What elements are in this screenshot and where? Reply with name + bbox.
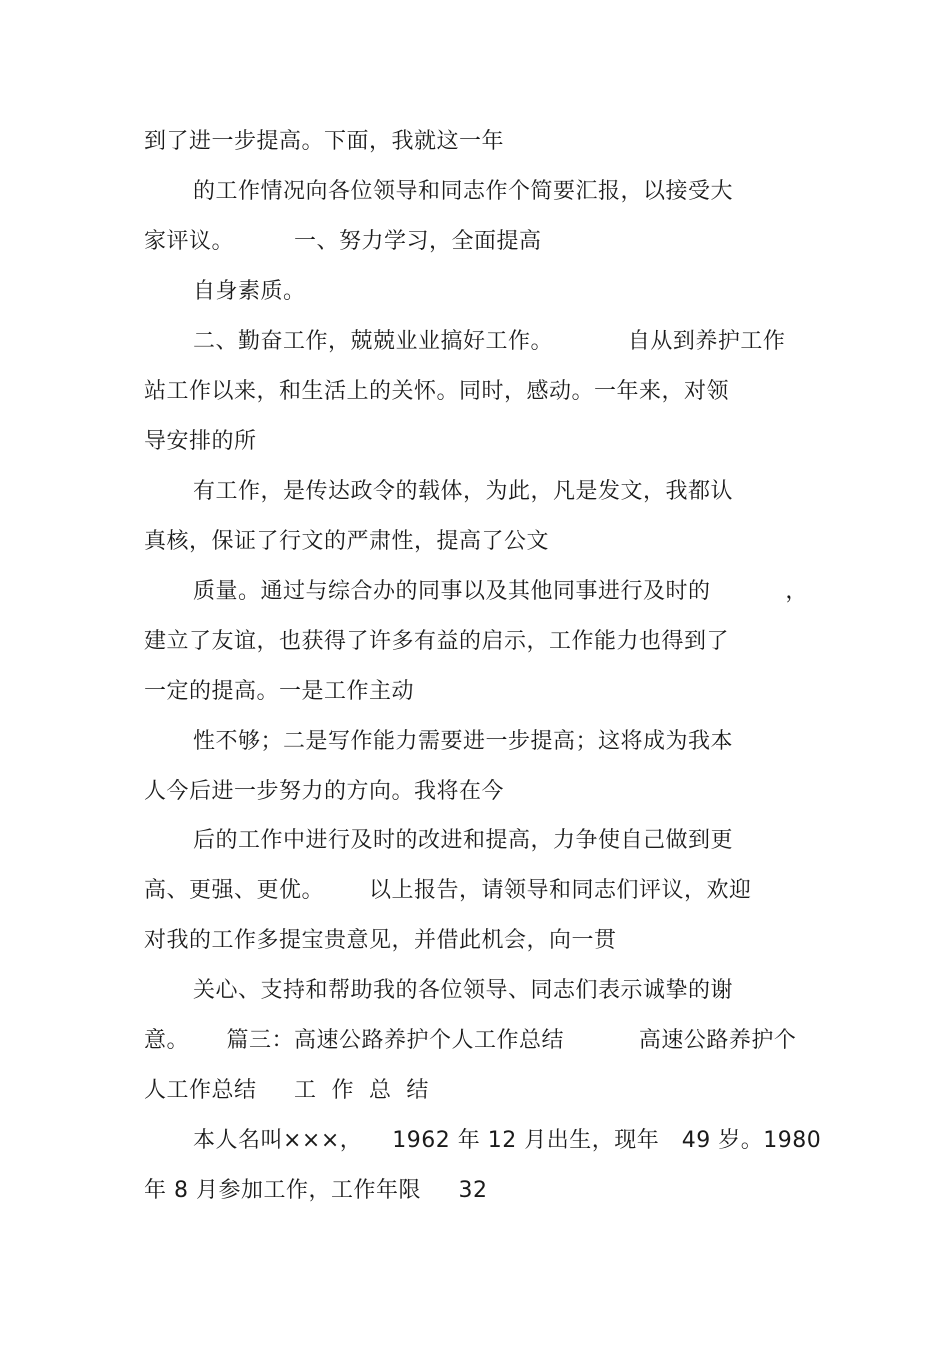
text-line: 后的工作中进行及时的改进和提高，力争使自己做到更	[193, 828, 734, 853]
text-line: 性不够；二是写作能力需要进一步提高；这将成为我本	[193, 729, 734, 754]
text-line: 有工作，是传达政令的载体，为此，凡是发文，我都认	[193, 479, 734, 504]
text-line: 高、更强、更优。 以上报告，请领导和同志们评议，欢迎	[144, 878, 752, 903]
text-line: 导安排的所	[144, 429, 257, 454]
text-line: 一定的提高。一是工作主动	[144, 679, 415, 704]
text-line: 到了进一步提高。下面，我就这一年	[144, 129, 505, 154]
text-line: 对我的工作多提宝贵意见，并借此机会，向一贯	[144, 928, 617, 953]
text-line: 意。 篇三：高速公路养护个人工作总结 高速公路养护个	[144, 1028, 797, 1053]
text-line: 本人名叫×××， 1962 年 12 月出生，现年 49 岁。1980	[193, 1128, 822, 1153]
text-line: 的工作情况向各位领导和同志作个简要汇报，以接受大	[193, 179, 734, 204]
text-line: 质量。通过与综合办的同事以及其他同事进行及时的 ，	[193, 579, 808, 604]
text-line: 自身素质。	[193, 279, 306, 304]
text-line: 家评议。 一、努力学习，全面提高	[144, 229, 542, 254]
text-line: 人工作总结 工 作 总 结	[144, 1078, 429, 1103]
text-line: 人今后进一步努力的方向。我将在今	[144, 779, 505, 804]
text-line: 站工作以来，和生活上的关怀。同时，感动。一年来，对领	[144, 379, 730, 404]
text-line: 建立了友谊，也获得了许多有益的启示，工作能力也得到了	[144, 629, 730, 654]
text-line: 真核，保证了行文的严肃性，提高了公文	[144, 529, 550, 554]
text-line: 二、勤奋工作，兢兢业业搞好工作。 自从到养护工作	[193, 329, 786, 354]
text-line: 年 8 月参加工作，工作年限 32	[144, 1178, 488, 1203]
text-line: 关心、支持和帮助我的各位领导、同志们表示诚挚的谢	[193, 978, 734, 1003]
